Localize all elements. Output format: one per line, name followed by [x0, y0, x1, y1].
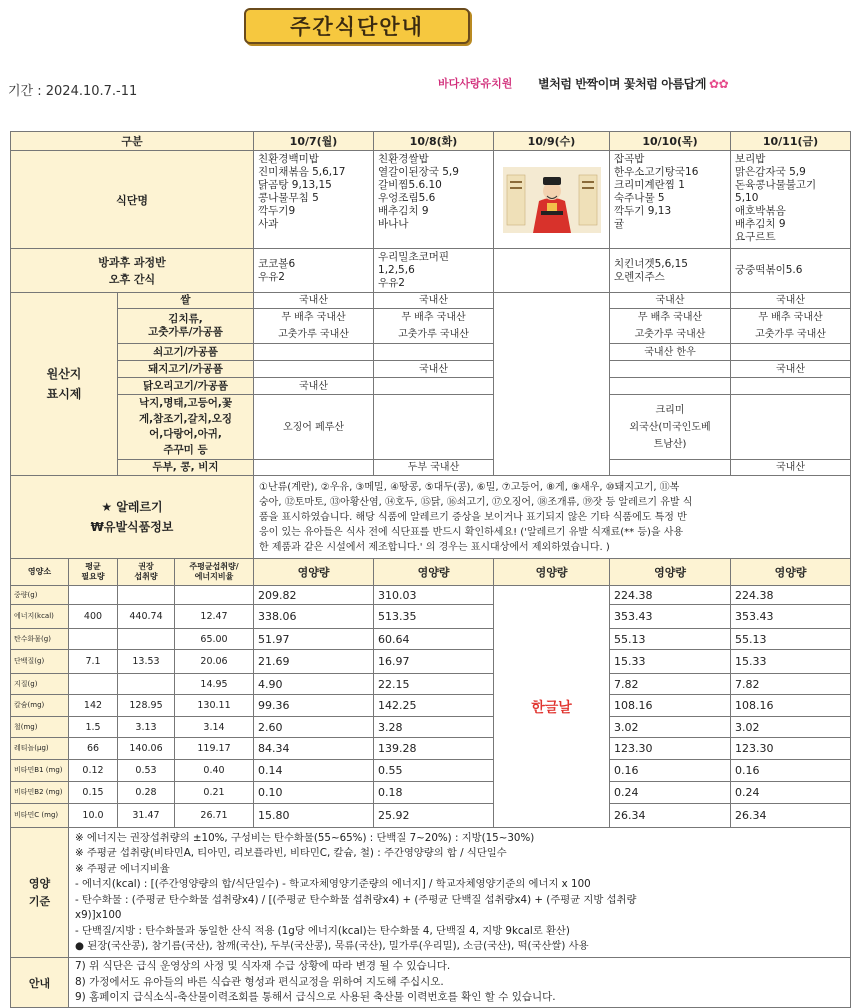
origin-cell	[731, 344, 851, 361]
nutrition-row	[11, 586, 851, 605]
amount-value: 51.97	[254, 629, 374, 650]
holiday-illustration-cell	[494, 151, 610, 249]
day-header: 10/11(금)	[731, 132, 851, 151]
basis-label: 영양 기준	[11, 828, 69, 958]
rec-intake-value: 0.53	[118, 760, 175, 782]
origin-item-label: 쇠고기/가공품	[118, 344, 254, 361]
amount-value: 55.13	[731, 629, 851, 650]
amount-value: 84.34	[254, 738, 374, 760]
ratio-value: 65.00	[175, 629, 254, 650]
origin-cell: 국내산	[731, 361, 851, 378]
origin-item-label: 김치류, 고춧가루/가공품	[118, 309, 254, 344]
avg-need-value: 0.15	[69, 782, 118, 804]
avg-need-value: 10.0	[69, 804, 118, 828]
amount-value: 99.36	[254, 695, 374, 717]
origin-cell: 국내산	[374, 361, 494, 378]
origin-cell: 무 배추 국내산 고춧가루 국내산	[374, 309, 494, 344]
snack-cell: 우리밀초코머핀 1,2,5,6 우유2	[374, 249, 494, 293]
origin-cell: 무 배추 국내산 고춧가루 국내산	[610, 309, 731, 344]
origin-cell: 두부 국내산	[374, 460, 494, 476]
allergy-row	[11, 476, 851, 559]
rec-intake-value: 128.95	[118, 695, 175, 717]
avg-need-header: 평균 필요량	[69, 559, 118, 586]
nutrition-row	[11, 760, 851, 782]
origin-cell: 크리미 외국산(미국인도베 트남산)	[610, 395, 731, 460]
amount-value: 108.16	[610, 695, 731, 717]
nutrient-name: 비타민B1 (mg)	[11, 760, 69, 782]
origin-cell: 국내산	[254, 293, 374, 309]
rec-intake-value: 3.13	[118, 717, 175, 738]
menu-label: 식단명	[11, 151, 254, 249]
amount-value: 3.28	[374, 717, 494, 738]
nutrient-name: 중량(g)	[11, 586, 69, 605]
origin-item-label: 두부, 콩, 비지	[118, 460, 254, 476]
rec-intake-value	[118, 674, 175, 695]
amount-header: 영양량	[254, 559, 374, 586]
notice-row	[11, 958, 851, 1008]
amount-value: 55.13	[610, 629, 731, 650]
amount-header: 영양량	[731, 559, 851, 586]
nutrition-row	[11, 605, 851, 629]
nutrient-header: 영양소	[11, 559, 69, 586]
amount-value: 15.33	[610, 650, 731, 674]
ratio-value	[175, 586, 254, 605]
origin-cell: 국내산	[731, 460, 851, 476]
origin-item-label: 낙지,명태,고등어,꽃 게,참조기,갈치,오징 어,다랑어,아귀, 주꾸미 등	[118, 395, 254, 460]
menu-cell: 보리밥 맑은감자국 5,9 돈육콩나물불고기 5,10 애호박볶음 배추김치 9 요구르트	[731, 151, 851, 249]
snack-label: 방과후 과정반 오후 간식	[11, 249, 254, 293]
day-header: 10/10(목)	[610, 132, 731, 151]
origin-cell: 무 배추 국내산 고춧가루 국내산	[254, 309, 374, 344]
snack-cell	[494, 249, 610, 293]
snack-cell: 궁중떡볶이5.6	[731, 249, 851, 293]
origin-cell: 국내산	[374, 293, 494, 309]
amount-value: 0.10	[254, 782, 374, 804]
avg-need-value: 142	[69, 695, 118, 717]
origin-label: 원산지 표시제	[11, 293, 118, 476]
rec-intake-value: 140.06	[118, 738, 175, 760]
amount-value: 139.28	[374, 738, 494, 760]
amount-value: 4.90	[254, 674, 374, 695]
origin-cell: 무 배추 국내산 고춧가루 국내산	[731, 309, 851, 344]
origin-row	[11, 395, 851, 460]
nutrient-name: 지질(g)	[11, 674, 69, 695]
amount-value: 0.16	[731, 760, 851, 782]
origin-row	[11, 361, 851, 378]
origin-cell: 국내산 한우	[610, 344, 731, 361]
origin-cell-holiday	[494, 293, 610, 476]
amount-value: 26.34	[731, 804, 851, 828]
avg-need-value: 1.5	[69, 717, 118, 738]
amount-value: 209.82	[254, 586, 374, 605]
snack-cell: 코코볼6 우유2	[254, 249, 374, 293]
origin-cell	[374, 344, 494, 361]
nutrition-body	[11, 586, 851, 828]
nutrient-name: 칼슘(mg)	[11, 695, 69, 717]
amount-value: 0.24	[731, 782, 851, 804]
origin-row	[11, 344, 851, 361]
nutrient-name: 비타민C (mg)	[11, 804, 69, 828]
snack-cell: 치킨너겟5,6,15 오렌지주스	[610, 249, 731, 293]
amount-header: 영양량	[610, 559, 731, 586]
section-label: 구분	[11, 132, 254, 151]
nutrition-row	[11, 804, 851, 828]
rec-intake-value: 440.74	[118, 605, 175, 629]
menu-cell: 친환경백미밥 진미채볶음 5,6,17 닭곰탕 9,13,15 콩나물무침 5 깍두기9 사과	[254, 151, 374, 249]
day-header: 10/7(월)	[254, 132, 374, 151]
origin-cell: 국내산	[731, 293, 851, 309]
amount-value: 25.92	[374, 804, 494, 828]
amount-value: 224.38	[610, 586, 731, 605]
amount-value: 0.16	[610, 760, 731, 782]
amount-value: 7.82	[610, 674, 731, 695]
snack-row	[11, 249, 851, 293]
rec-intake-value: 31.47	[118, 804, 175, 828]
amount-value: 3.02	[731, 717, 851, 738]
origin-item-label: 닭오리고기/가공품	[118, 378, 254, 395]
page-title: 주간식단안내	[244, 8, 470, 44]
day-header: 10/9(수)	[494, 132, 610, 151]
amount-value: 142.25	[374, 695, 494, 717]
avg-need-value: 0.12	[69, 760, 118, 782]
avg-need-value: 66	[69, 738, 118, 760]
origin-row	[11, 293, 851, 309]
origin-cell	[374, 395, 494, 460]
amount-value: 22.15	[374, 674, 494, 695]
nutrition-row	[11, 782, 851, 804]
weekly-menu-table	[10, 131, 851, 1008]
avg-need-value	[69, 629, 118, 650]
avg-need-value	[69, 674, 118, 695]
nutrition-row	[11, 650, 851, 674]
nutrition-row	[11, 695, 851, 717]
origin-cell	[610, 378, 731, 395]
amount-value: 224.38	[731, 586, 851, 605]
origin-item-label: 쌀	[118, 293, 254, 309]
allergy-label: ★ 알레르기 ₩유발식품정보	[11, 476, 254, 559]
nutrient-name: 탄수화물(g)	[11, 629, 69, 650]
slogan: 별처럼 반짝이며 꽃처럼 아름답게 ✿✿	[538, 77, 729, 91]
amount-value: 0.18	[374, 782, 494, 804]
notice-text: 7) 위 식단은 급식 운영상의 사정 및 식자재 수급 상황에 따라 변경 될 수 있습니다. 8) 가정에서도 유아들의 바른 식습관 형성과 편식교정을 위하여 지도해 주십시오. 9) 홈페이지 급식소식-축산물이력조회를 통해서 급식으로 사용된 축산물 이력번호를 확인 할 수 있습니다.	[69, 958, 851, 1008]
origin-cell	[254, 361, 374, 378]
notice-label: 안내	[11, 958, 69, 1008]
origin-row	[11, 378, 851, 395]
origin-cell	[731, 395, 851, 460]
origin-cell: 국내산	[254, 378, 374, 395]
day-header: 10/8(화)	[374, 132, 494, 151]
nutrient-name: 에너지(kcal)	[11, 605, 69, 629]
rec-intake-value	[118, 629, 175, 650]
amount-value: 353.43	[610, 605, 731, 629]
ratio-value: 0.40	[175, 760, 254, 782]
nutrition-basis: ※ 에너지는 권장섭취량의 ±10%, 구성비는 탄수화물(55~65%) : 단백질 7~20%) : 지방(15~30%) ※ 주평균 섭취량(비타민A, 티아민, 리보플라빈, 비타민C, 칼슘, 철) : 주간영양량의 합 / 식단일수 ※ 주평균 에너지비율 - 에너지(kcal) : [(주간영양량의 합/식단일수) - 학교자체영양기준량의 에너지] / 학교자체영양기준의 에너지 x 100 - 탄수화물 : (주평균 탄수화물 섭취량x4) / [(주평균 탄수화물 섭취량x4) + (주평균 단백질 섭취량x4) + (주평균 지방 섭취량 x9)]x100 - 단백질/지방 : 탄수화물과 동일한 산식 적용 (1g당 에너지(kcal)는 탄수화물 4, 단백질 4, 지방 9kcal로 환산) ● 된장(국산콩), 참기름(국산), 참깨(국산), 두부(국산콩), 묵류(국산), 밀가루(우리밀), 소금(국산), 떡(국산쌀) 사용	[69, 828, 851, 958]
king-sejong-illustration	[498, 167, 605, 233]
amount-value: 338.06	[254, 605, 374, 629]
flower-icon: ✿✿	[709, 77, 729, 91]
nutrient-name: 비타민B2 (mg)	[11, 782, 69, 804]
kindergarten-logo: 바다사랑유치원	[438, 77, 513, 90]
avg-need-value: 400	[69, 605, 118, 629]
nutrient-name: 철(mg)	[11, 717, 69, 738]
holiday-label: 한글날	[494, 586, 610, 828]
rec-intake-value: 0.28	[118, 782, 175, 804]
ratio-value: 26.71	[175, 804, 254, 828]
amount-value: 0.14	[254, 760, 374, 782]
avg-need-value: 7.1	[69, 650, 118, 674]
nutrient-name: 단백질(g)	[11, 650, 69, 674]
ratio-value: 14.95	[175, 674, 254, 695]
origin-cell: 오징어 페루산	[254, 395, 374, 460]
amount-value: 7.82	[731, 674, 851, 695]
ratio-value: 20.06	[175, 650, 254, 674]
nutrition-row	[11, 738, 851, 760]
amount-header: 영양량	[494, 559, 610, 586]
origin-cell	[731, 378, 851, 395]
origin-cell	[254, 460, 374, 476]
ratio-value: 130.11	[175, 695, 254, 717]
ratio-value: 119.17	[175, 738, 254, 760]
rec-intake-value: 13.53	[118, 650, 175, 674]
avg-need-value	[69, 586, 118, 605]
amount-value: 16.97	[374, 650, 494, 674]
basis-row	[11, 828, 851, 958]
ratio-header: 주평균섭취량/ 에너지비율	[175, 559, 254, 586]
menu-cell: 잡곡밥 한우소고기탕국16 크리미계란찜 1 숙주나물 5 깍두기 9,13 귤	[610, 151, 731, 249]
rec-intake-header: 권장 섭취량	[118, 559, 175, 586]
allergy-info: ①난류(계란), ②우유, ③메밀, ④땅콩, ⑤대두(콩), ⑥밀, ⑦고등어, ⑧게, ⑨새우, ⑩돼지고기, ⑪복 숭아, ⑫토마토, ⑬아황산염, ⑭호두, ⑮닭, ⑯쇠고기, ⑰오징어, ⑱조개류, ⑲잣 등 알레르기 유발 식 품을 표시하였습니다. 해당 식품에 알레르기 증상을 보이거나 표기되지 않은 기타 식품에도 특정 반 응이 있는 유아들은 식사 전에 식단표를 반드시 확인하세요! ('알레르기 유발 식재료(** 등)을 사용 한 제품과 같은 시설에서 제조합니다.' 의 경우는 표시대상에서 제외하였습니다. )	[254, 476, 851, 559]
amount-value: 2.60	[254, 717, 374, 738]
amount-value: 0.24	[610, 782, 731, 804]
origin-row	[11, 460, 851, 476]
nutrition-header-row	[11, 559, 851, 586]
origin-item-label: 돼지고기/가공품	[118, 361, 254, 378]
ratio-value: 0.21	[175, 782, 254, 804]
amount-value: 123.30	[610, 738, 731, 760]
amount-value: 60.64	[374, 629, 494, 650]
ratio-value: 12.47	[175, 605, 254, 629]
day-header-row	[11, 132, 851, 151]
origin-cell	[374, 378, 494, 395]
origin-cell	[610, 460, 731, 476]
nutrition-row	[11, 717, 851, 738]
nutrition-row	[11, 674, 851, 695]
origin-cell	[254, 344, 374, 361]
amount-value: 310.03	[374, 586, 494, 605]
origin-row	[11, 309, 851, 344]
amount-value: 108.16	[731, 695, 851, 717]
amount-value: 353.43	[731, 605, 851, 629]
menu-row	[11, 151, 851, 249]
ratio-value: 3.14	[175, 717, 254, 738]
nutrition-row	[11, 629, 851, 650]
period-label: 기간 : 2024.10.7.-11	[8, 84, 138, 99]
amount-value: 513.35	[374, 605, 494, 629]
origin-cell: 국내산	[610, 293, 731, 309]
origin-cell	[610, 361, 731, 378]
amount-value: 3.02	[610, 717, 731, 738]
amount-value: 123.30	[731, 738, 851, 760]
rec-intake-value	[118, 586, 175, 605]
menu-cell: 친환경쌀밥 열갈이된장국 5,9 갈비찜5.6.10 우엉조림5.6 배추김치 9 바나나	[374, 151, 494, 249]
amount-header: 영양량	[374, 559, 494, 586]
amount-value: 15.33	[731, 650, 851, 674]
amount-value: 15.80	[254, 804, 374, 828]
nutrient-name: 레티놀(μg)	[11, 738, 69, 760]
amount-value: 21.69	[254, 650, 374, 674]
amount-value: 26.34	[610, 804, 731, 828]
amount-value: 0.55	[374, 760, 494, 782]
